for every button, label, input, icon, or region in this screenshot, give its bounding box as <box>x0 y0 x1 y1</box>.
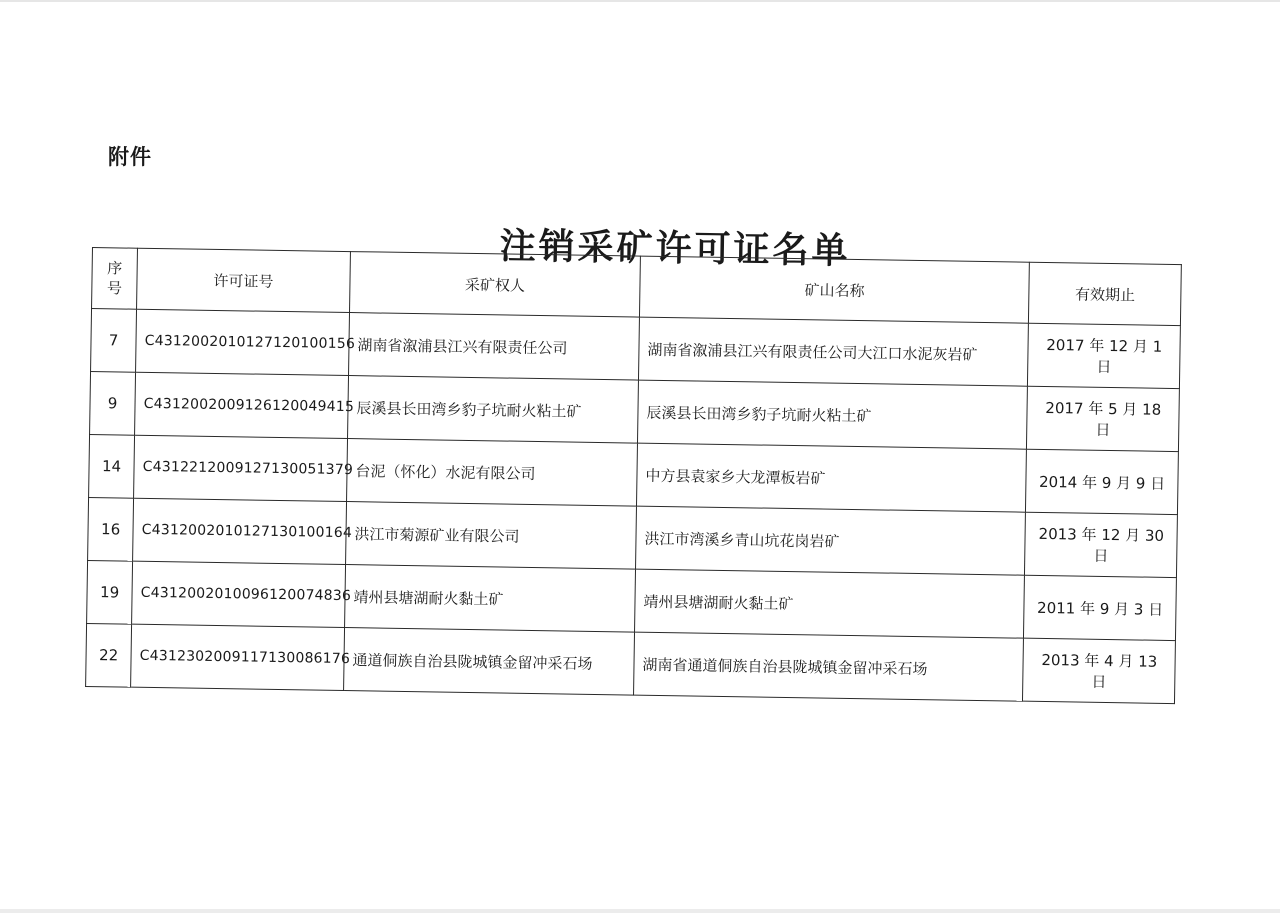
cell-expiry: 2017 年 12 月 1 日 <box>1028 323 1181 388</box>
document-title: 注销采矿许可证名单 <box>499 224 851 272</box>
cell-mine-name: 靖州县塘湖耐火黏土矿 <box>635 569 1025 638</box>
cell-mine-name: 辰溪县长田湾乡豹子坑耐火粘土矿 <box>637 380 1027 449</box>
cell-permit-no: C4312302009117130086176 <box>131 624 345 690</box>
cell-mine-name: 洪江市湾溪乡青山坑花岗岩矿 <box>636 506 1026 575</box>
cell-seq: 7 <box>91 309 137 373</box>
cell-holder: 湖南省溆浦县江兴有限责任公司 <box>348 313 639 381</box>
header-expiry: 有效期止 <box>1029 262 1182 325</box>
cell-expiry: 2014 年 9 月 9 日 <box>1026 449 1179 514</box>
header-holder: 采矿权人 <box>349 252 640 318</box>
cell-mine-name: 湖南省溆浦县江兴有限责任公司大江口水泥灰岩矿 <box>638 317 1028 386</box>
cell-holder: 靖州县塘湖耐火黏土矿 <box>344 565 635 633</box>
cell-permit-no: C4312212009127130051379 <box>134 435 348 501</box>
cell-holder: 台泥（怀化）水泥有限公司 <box>346 439 637 507</box>
page-bottom-edge <box>0 909 1280 913</box>
cell-mine-name: 湖南省通道侗族自治县陇城镇金留冲采石场 <box>634 632 1024 701</box>
cell-expiry: 2017 年 5 月 18 日 <box>1027 386 1180 451</box>
cell-expiry: 2013 年 4 月 13 日 <box>1023 638 1176 703</box>
cell-permit-no: C4312002010096120074836 <box>132 561 346 627</box>
cell-seq: 14 <box>89 434 135 498</box>
cell-permit-no: C4312002010127130100164 <box>133 498 347 564</box>
cell-permit-no: C4312002010127120100156 <box>136 309 350 375</box>
table-container <box>85 247 1182 704</box>
cell-holder: 洪江市菊源矿业有限公司 <box>345 502 636 570</box>
cell-seq: 9 <box>90 371 136 435</box>
cell-mine-name: 中方县袁家乡大龙潭板岩矿 <box>636 443 1026 512</box>
cell-seq: 19 <box>87 560 133 624</box>
cell-seq: 16 <box>88 497 134 561</box>
cell-seq: 22 <box>86 623 132 687</box>
header-mine-name: 矿山名称 <box>639 256 1029 323</box>
header-permit-no: 许可证号 <box>137 248 351 312</box>
table-body <box>86 309 1181 704</box>
cell-permit-no: C4312002009126120049415 <box>135 372 349 438</box>
cell-expiry: 2011 年 9 月 3 日 <box>1024 575 1177 640</box>
cell-holder: 辰溪县长田湾乡豹子坑耐火粘土矿 <box>347 376 638 444</box>
attachment-label: 附件 <box>108 145 152 169</box>
header-seq: 序号 <box>92 248 138 310</box>
cell-holder: 通道侗族自治县陇城镇金留冲采石场 <box>344 628 635 696</box>
cancelled-permits-table <box>85 247 1182 704</box>
page-top-edge <box>0 0 1280 2</box>
cell-expiry: 2013 年 12 月 30 日 <box>1025 512 1178 577</box>
